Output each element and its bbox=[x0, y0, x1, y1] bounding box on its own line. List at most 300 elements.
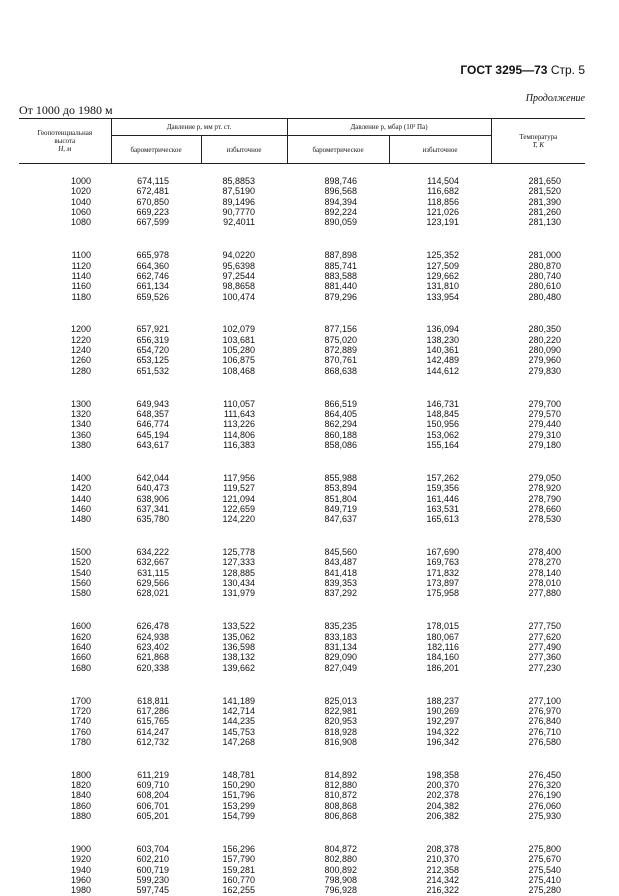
table-row bbox=[19, 292, 585, 302]
table-row bbox=[19, 345, 585, 355]
table-cell: 124,220 bbox=[222, 514, 256, 525]
continuation-label: Продолжение bbox=[525, 93, 585, 104]
table-row bbox=[19, 186, 585, 196]
table-cell: 674,115 bbox=[137, 176, 169, 186]
table-cell: 843,487 bbox=[324, 557, 358, 568]
gost-number: ГОСТ 3295—73 bbox=[460, 63, 548, 77]
table-cell: 165,613 bbox=[426, 514, 460, 525]
table-cell: 810,872 bbox=[324, 790, 358, 801]
table-cell: 184,160 bbox=[426, 652, 460, 663]
table-cell: 279,310 bbox=[528, 429, 562, 440]
table-cell: 898,746 bbox=[324, 176, 358, 186]
table-cell: 1520 bbox=[70, 557, 91, 568]
table-cell: 142,714 bbox=[222, 705, 256, 716]
table-cell: 148,781 bbox=[222, 769, 256, 780]
table-row bbox=[19, 176, 585, 186]
group-spacer bbox=[19, 164, 585, 177]
table-cell: 877,156 bbox=[324, 324, 358, 335]
table-cell: 141,189 bbox=[222, 695, 256, 706]
table-row bbox=[19, 780, 585, 790]
table-cell: 849,719 bbox=[324, 503, 358, 514]
table-row bbox=[19, 399, 585, 409]
table-row bbox=[19, 504, 585, 514]
table-cell: 1700 bbox=[70, 695, 91, 706]
table-cell: 1860 bbox=[70, 800, 91, 811]
table-cell: 275,670 bbox=[528, 854, 562, 865]
table-cell: 597,745 bbox=[136, 885, 169, 896]
table-cell: 119,527 bbox=[223, 483, 256, 494]
table-cell: 110,057 bbox=[223, 398, 256, 409]
table-cell: 1480 bbox=[70, 514, 91, 525]
table-cell: 862,294 bbox=[324, 419, 358, 430]
table-cell: 276,060 bbox=[528, 800, 562, 811]
table-row bbox=[19, 885, 585, 895]
table-cell: 153,299 bbox=[222, 800, 256, 811]
table-cell: 1980 bbox=[70, 885, 91, 896]
table-cell: 599,230 bbox=[136, 875, 169, 885]
pressure-mm-header: Давление p, мм рт. ст. bbox=[111, 119, 287, 136]
table-cell: 128,885 bbox=[222, 567, 256, 578]
table-cell: 1920 bbox=[70, 854, 91, 865]
table-row bbox=[19, 737, 585, 747]
table-cell: 138,132 bbox=[222, 652, 256, 663]
table-row bbox=[19, 483, 585, 493]
table-row bbox=[19, 790, 585, 800]
table-cell: 204,382 bbox=[426, 800, 460, 811]
table-cell: 275,410 bbox=[528, 875, 562, 885]
table-cell: 198,358 bbox=[426, 769, 460, 780]
table-cell: 281,260 bbox=[528, 207, 562, 218]
table-cell: 210,370 bbox=[426, 854, 460, 865]
table-cell: 278,660 bbox=[528, 503, 562, 514]
table-cell: 1560 bbox=[70, 578, 91, 589]
table-cell: 117,956 bbox=[223, 472, 256, 483]
table-cell: 643,617 bbox=[136, 440, 169, 451]
table-cell: 114,806 bbox=[223, 429, 256, 440]
table-cell: 1720 bbox=[70, 705, 91, 716]
table-cell: 620,338 bbox=[136, 662, 169, 673]
table-cell: 845,560 bbox=[324, 547, 358, 558]
table-cell: 649,943 bbox=[136, 398, 169, 409]
table-cell: 108,468 bbox=[222, 365, 256, 376]
table-cell: 1740 bbox=[70, 716, 91, 727]
table-cell: 279,570 bbox=[528, 409, 562, 419]
table-cell: 85,8853 bbox=[222, 176, 256, 186]
table-row bbox=[19, 588, 585, 598]
table-cell: 146,731 bbox=[426, 398, 460, 409]
table-cell: 280,870 bbox=[528, 260, 562, 271]
table-cell: 159,356 bbox=[426, 483, 460, 494]
table-cell: 277,230 bbox=[528, 662, 562, 673]
table-row bbox=[19, 716, 585, 726]
table-row bbox=[19, 281, 585, 291]
table-cell: 135,062 bbox=[222, 631, 256, 642]
table-cell: 279,050 bbox=[528, 472, 562, 483]
table-cell: 1800 bbox=[70, 769, 91, 780]
table-cell: 615,765 bbox=[136, 716, 169, 727]
table-cell: 162,255 bbox=[222, 885, 256, 896]
table-cell: 883,588 bbox=[324, 270, 358, 281]
table-cell: 640,473 bbox=[136, 483, 169, 494]
table-cell: 98,8658 bbox=[222, 281, 256, 292]
barometric-mbar-header: барометрическое bbox=[287, 136, 389, 164]
table-cell: 600,719 bbox=[136, 864, 169, 875]
table-cell: 1420 bbox=[70, 483, 91, 494]
table-cell: 1280 bbox=[70, 365, 91, 376]
table-cell: 1120 bbox=[71, 260, 91, 271]
table-cell: 281,650 bbox=[528, 176, 562, 186]
table-cell: 140,361 bbox=[426, 345, 460, 356]
table-cell: 1640 bbox=[70, 642, 91, 652]
group-spacer bbox=[19, 821, 585, 844]
table-cell: 1900 bbox=[70, 843, 91, 854]
table-cell: 188,237 bbox=[426, 695, 460, 706]
table-cell: 631,115 bbox=[137, 567, 169, 578]
table-cell: 635,780 bbox=[136, 514, 169, 525]
table-cell: 116,383 bbox=[223, 440, 256, 451]
table-row bbox=[19, 473, 585, 483]
table-cell: 664,360 bbox=[136, 260, 169, 271]
table-cell: 645,194 bbox=[136, 429, 169, 440]
table-cell: 279,440 bbox=[528, 419, 562, 430]
table-cell: 276,580 bbox=[528, 736, 562, 747]
table-cell: 804,872 bbox=[324, 843, 358, 854]
table-row bbox=[19, 335, 585, 345]
table-cell: 602,210 bbox=[136, 854, 169, 865]
table-cell: 1760 bbox=[70, 726, 91, 737]
table-cell: 144,235 bbox=[222, 716, 256, 727]
table-cell: 837,292 bbox=[324, 588, 358, 599]
table-cell: 605,201 bbox=[136, 811, 169, 822]
table-cell: 121,026 bbox=[426, 207, 460, 218]
table-cell: 1620 bbox=[70, 631, 91, 642]
table-cell: 276,970 bbox=[528, 705, 562, 716]
table-cell: 159,281 bbox=[222, 864, 256, 875]
table-cell: 97,2544 bbox=[222, 270, 256, 281]
table-cell: 279,830 bbox=[528, 365, 562, 376]
table-cell: 800,892 bbox=[324, 864, 358, 875]
table-cell: 611,219 bbox=[137, 769, 169, 780]
table-cell: 1580 bbox=[70, 588, 91, 599]
table-cell: 827,049 bbox=[324, 662, 358, 673]
table-cell: 276,710 bbox=[528, 726, 562, 737]
excess-mbar-header: избыточное bbox=[389, 136, 491, 164]
table-row bbox=[19, 706, 585, 716]
table-cell: 1260 bbox=[70, 355, 91, 366]
table-cell: 161,446 bbox=[426, 493, 460, 504]
table-cell: 894,394 bbox=[324, 196, 358, 207]
table-cell: 1180 bbox=[71, 291, 91, 302]
table-cell: 208,378 bbox=[426, 843, 460, 854]
table-cell: 151,796 bbox=[222, 790, 256, 801]
table-cell: 798,908 bbox=[324, 875, 358, 885]
table-cell: 1320 bbox=[70, 409, 91, 419]
table-cell: 196,342 bbox=[426, 736, 460, 747]
table-cell: 670,850 bbox=[136, 196, 169, 207]
table-row bbox=[19, 207, 585, 217]
table-cell: 1340 bbox=[70, 419, 91, 430]
table-cell: 212,358 bbox=[426, 864, 460, 875]
table-cell: 144,612 bbox=[426, 365, 460, 376]
table-cell: 662,746 bbox=[136, 270, 169, 281]
table-cell: 796,928 bbox=[324, 885, 358, 896]
table-cell: 277,620 bbox=[528, 631, 562, 642]
table-cell: 624,938 bbox=[136, 631, 169, 642]
barometric-mm-header: барометрическое bbox=[111, 136, 201, 164]
table-cell: 280,480 bbox=[528, 291, 562, 302]
table-cell: 637,341 bbox=[136, 503, 169, 514]
table-cell: 808,868 bbox=[324, 800, 358, 811]
table-cell: 875,020 bbox=[324, 334, 358, 345]
table-cell: 661,134 bbox=[136, 281, 169, 292]
table-cell: 125,778 bbox=[222, 547, 256, 558]
table-cell: 150,290 bbox=[222, 780, 256, 791]
table-cell: 829,090 bbox=[324, 652, 358, 663]
table-row bbox=[19, 271, 585, 281]
table-cell: 150,956 bbox=[426, 419, 460, 430]
table-cell: 851,804 bbox=[324, 493, 358, 504]
table-cell: 278,400 bbox=[528, 547, 562, 558]
table-cell: 858,086 bbox=[324, 440, 358, 451]
table-cell: 192,297 bbox=[426, 716, 460, 727]
table-cell: 194,322 bbox=[426, 726, 460, 737]
table-cell: 276,320 bbox=[528, 780, 562, 791]
table-cell: 276,190 bbox=[528, 790, 562, 801]
table-row bbox=[19, 557, 585, 567]
table-cell: 1500 bbox=[70, 547, 91, 558]
table-cell: 864,405 bbox=[324, 409, 358, 419]
table-cell: 121,094 bbox=[222, 493, 256, 504]
table-cell: 614,247 bbox=[136, 726, 169, 737]
table-cell: 277,490 bbox=[528, 642, 562, 652]
table-row bbox=[19, 494, 585, 504]
table-cell: 277,100 bbox=[528, 695, 562, 706]
page-header bbox=[460, 63, 585, 77]
table-cell: 814,892 bbox=[324, 769, 358, 780]
table-cell: 665,978 bbox=[136, 250, 169, 261]
table-cell: 892,224 bbox=[324, 207, 358, 218]
table-cell: 802,880 bbox=[324, 854, 358, 865]
table-cell: 667,599 bbox=[136, 217, 169, 228]
table-cell: 122,659 bbox=[222, 503, 256, 514]
table-cell: 275,930 bbox=[528, 811, 562, 822]
table-cell: 133,954 bbox=[426, 291, 460, 302]
table-cell: 102,079 bbox=[222, 324, 256, 335]
table-cell: 94,0220 bbox=[222, 250, 256, 261]
table-cell: 157,262 bbox=[426, 472, 460, 483]
table-cell: 654,720 bbox=[136, 345, 169, 356]
table-cell: 1940 bbox=[70, 864, 91, 875]
atmosphere-table bbox=[19, 118, 585, 896]
table-cell: 279,960 bbox=[528, 355, 562, 366]
table-cell: 632,667 bbox=[136, 557, 169, 568]
table-body bbox=[19, 164, 585, 896]
table-cell: 280,090 bbox=[528, 345, 562, 356]
table-row bbox=[19, 514, 585, 524]
table-cell: 95,6398 bbox=[222, 260, 256, 271]
table-cell: 642,044 bbox=[136, 472, 169, 483]
table-cell: 277,750 bbox=[528, 621, 562, 632]
table-cell: 638,906 bbox=[136, 493, 169, 504]
table-cell: 275,540 bbox=[528, 864, 562, 875]
table-cell: 276,450 bbox=[528, 769, 562, 780]
table-cell: 1840 bbox=[70, 790, 91, 801]
table-cell: 879,296 bbox=[324, 291, 358, 302]
table-cell: 277,360 bbox=[528, 652, 562, 663]
table-cell: 125,352 bbox=[426, 250, 460, 261]
table-cell: 603,704 bbox=[136, 843, 169, 854]
table-row bbox=[19, 217, 585, 227]
table-cell: 281,520 bbox=[528, 186, 562, 197]
table-cell: 278,270 bbox=[528, 557, 562, 568]
table-row bbox=[19, 801, 585, 811]
table-cell: 839,353 bbox=[324, 578, 358, 589]
table-cell: 130,434 bbox=[222, 578, 256, 589]
table-cell: 1140 bbox=[71, 270, 91, 281]
table-cell: 672,481 bbox=[136, 186, 169, 197]
table-cell: 281,130 bbox=[528, 217, 562, 228]
table-cell: 92,4011 bbox=[223, 217, 256, 228]
table-cell: 280,740 bbox=[528, 270, 562, 281]
table-cell: 656,319 bbox=[136, 334, 169, 345]
table-cell: 646,774 bbox=[136, 419, 169, 430]
table-cell: 133,522 bbox=[222, 621, 256, 632]
table-row bbox=[19, 355, 585, 365]
table-cell: 890,059 bbox=[324, 217, 358, 228]
table-cell: 278,530 bbox=[528, 514, 562, 525]
table-cell: 169,763 bbox=[426, 557, 460, 568]
table-cell: 277,880 bbox=[528, 588, 562, 599]
table-row bbox=[19, 632, 585, 642]
table-cell: 114,504 bbox=[427, 176, 460, 186]
table-cell: 216,322 bbox=[426, 885, 460, 896]
group-spacer bbox=[19, 673, 585, 696]
table-cell: 617,286 bbox=[136, 705, 169, 716]
table-cell: 116,682 bbox=[427, 186, 460, 197]
table-cell: 881,440 bbox=[324, 281, 358, 292]
table-cell: 206,382 bbox=[426, 811, 460, 822]
table-cell: 105,280 bbox=[222, 345, 256, 356]
geo-height-header: Геопотенциальная высота H, м bbox=[19, 119, 111, 164]
table-cell: 831,134 bbox=[324, 642, 358, 652]
range-title: От 1000 до 1980 м bbox=[19, 103, 113, 117]
table-cell: 621,868 bbox=[136, 652, 169, 663]
table-cell: 139,662 bbox=[222, 662, 256, 673]
table-cell: 1000 bbox=[70, 176, 91, 186]
excess-mm-header: избыточное bbox=[201, 136, 287, 164]
table-row bbox=[19, 652, 585, 662]
table-cell: 136,094 bbox=[426, 324, 460, 335]
table-cell: 280,220 bbox=[528, 334, 562, 345]
table-cell: 1080 bbox=[70, 217, 91, 228]
table-row bbox=[19, 324, 585, 334]
table-cell: 113,226 bbox=[223, 419, 256, 430]
table-cell: 659,526 bbox=[136, 291, 169, 302]
table-cell: 1240 bbox=[70, 345, 91, 356]
table-cell: 136,598 bbox=[222, 642, 256, 652]
table-cell: 190,269 bbox=[426, 705, 460, 716]
table-cell: 612,732 bbox=[136, 736, 169, 747]
table-cell: 200,370 bbox=[426, 780, 460, 791]
table-cell: 853,894 bbox=[324, 483, 358, 494]
table-cell: 175,958 bbox=[426, 588, 460, 599]
group-spacer bbox=[19, 450, 585, 473]
table-cell: 163,531 bbox=[426, 503, 460, 514]
table-row bbox=[19, 430, 585, 440]
table-row bbox=[19, 578, 585, 588]
table-cell: 171,832 bbox=[426, 567, 460, 578]
table-row bbox=[19, 875, 585, 885]
table-cell: 281,390 bbox=[528, 196, 562, 207]
table-cell: 202,378 bbox=[426, 790, 460, 801]
table-cell: 1040 bbox=[70, 196, 91, 207]
table-cell: 822,981 bbox=[324, 705, 358, 716]
table-cell: 275,800 bbox=[528, 843, 562, 854]
table-cell: 818,928 bbox=[324, 726, 358, 737]
table-cell: 872,889 bbox=[324, 345, 358, 356]
table-cell: 180,067 bbox=[426, 631, 460, 642]
table-row bbox=[19, 770, 585, 780]
table-cell: 1460 bbox=[70, 503, 91, 514]
table-cell: 841,418 bbox=[324, 567, 358, 578]
table-cell: 280,350 bbox=[528, 324, 562, 335]
table-cell: 87,5190 bbox=[222, 186, 256, 197]
table-cell: 825,013 bbox=[324, 695, 358, 706]
table-cell: 1780 bbox=[70, 736, 91, 747]
table-cell: 106,875 bbox=[222, 355, 256, 366]
temperature-header: Температура T, K bbox=[491, 119, 585, 164]
table-row bbox=[19, 844, 585, 854]
table-cell: 1060 bbox=[70, 207, 91, 218]
table-cell: 1960 bbox=[70, 875, 91, 885]
table-cell: 278,790 bbox=[528, 493, 562, 504]
table-cell: 669,223 bbox=[136, 207, 169, 218]
table-cell: 142,489 bbox=[426, 355, 460, 366]
table-row bbox=[19, 663, 585, 673]
table-cell: 89,1496 bbox=[222, 196, 256, 207]
table-cell: 628,021 bbox=[136, 588, 169, 599]
table-cell: 279,700 bbox=[528, 398, 562, 409]
table-cell: 1600 bbox=[70, 621, 91, 632]
table-row bbox=[19, 811, 585, 821]
table-row bbox=[19, 727, 585, 737]
table-cell: 131,810 bbox=[426, 281, 460, 292]
table-cell: 111,643 bbox=[223, 409, 256, 419]
table-cell: 623,402 bbox=[136, 642, 169, 652]
table-cell: 653,125 bbox=[136, 355, 169, 366]
table-cell: 1820 bbox=[70, 780, 91, 791]
table-cell: 182,116 bbox=[427, 642, 460, 652]
table-row bbox=[19, 642, 585, 652]
table-row bbox=[19, 419, 585, 429]
table-row bbox=[19, 854, 585, 864]
table-row bbox=[19, 865, 585, 875]
table-row bbox=[19, 696, 585, 706]
group-spacer bbox=[19, 525, 585, 548]
table-cell: 138,230 bbox=[426, 334, 460, 345]
table-cell: 154,799 bbox=[222, 811, 256, 822]
table-cell: 820,953 bbox=[324, 716, 358, 727]
table-cell: 157,790 bbox=[222, 854, 256, 865]
table-cell: 1020 bbox=[70, 186, 91, 197]
table-cell: 887,898 bbox=[324, 250, 358, 261]
table-cell: 281,000 bbox=[528, 250, 562, 261]
table-cell: 145,753 bbox=[222, 726, 256, 737]
table-cell: 648,357 bbox=[136, 409, 169, 419]
page-number: Стр. 5 bbox=[550, 63, 585, 77]
table-cell: 123,191 bbox=[426, 217, 460, 228]
table-row bbox=[19, 409, 585, 419]
